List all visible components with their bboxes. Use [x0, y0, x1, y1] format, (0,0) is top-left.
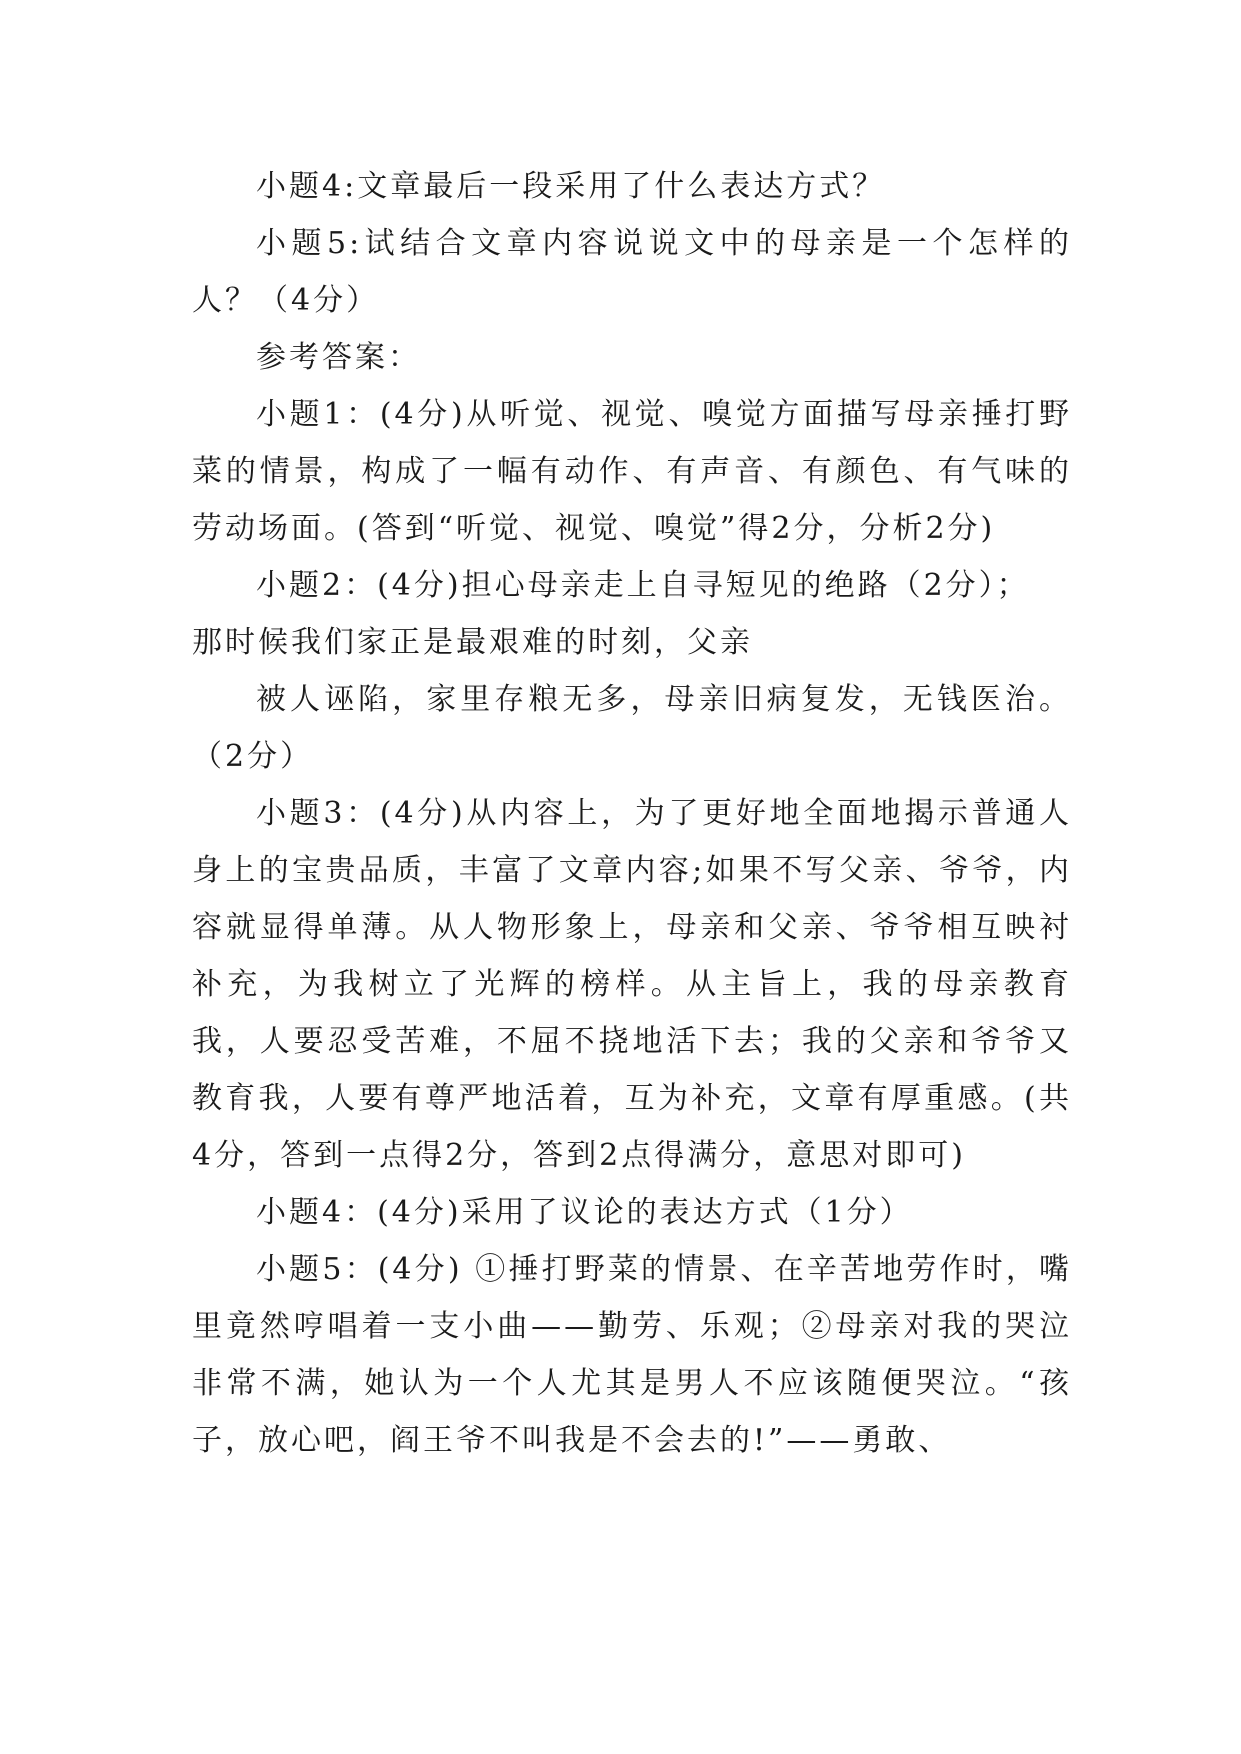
paragraph-answer-3: 小题3：(4分)从内容上，为了更好地全面地揭示普通人身上的宝贵品质，丰富了文章内容;如果不写父亲、爷爷，内容就显得单薄。从人物形象上，母亲和父亲、爷爷相互映衬补充，为我树立了光辉的榜样。从主旨上，我的母亲教育我，人要忍受苦难，不屈不挠地活下去；我的父亲和爷爷又教育我，人要有尊严地活着，互为补充，文章有厚重感。(共4分，答到一点得2分，答到2点得满分，意思对即可) — [192, 796, 1072, 1173]
paragraph-question-5: 小题5:试结合文章内容说说文中的母亲是一个怎样的人？（4分） — [192, 226, 1072, 318]
paragraph-answer-heading: 参考答案： — [256, 340, 421, 375]
document-body — [192, 158, 1072, 1469]
paragraph-answer-1: 小题1：(4分)从听觉、视觉、嗅觉方面描写母亲捶打野菜的情景，构成了一幅有动作、有声音、有颜色、有气味的劳动场面。(答到“听觉、视觉、嗅觉”得2分，分析2分) — [192, 397, 1072, 546]
paragraph-answer-5: 小题5：(4分) ①捶打野菜的情景、在辛苦地劳作时，嘴里竟然哼唱着一支小曲——勤劳、乐观；②母亲对我的哭泣非常不满，她认为一个人尤其是男人不应该随便哭泣。“孩子，放心吧，阎王爷不叫我是不会去的!”——勇敢、 — [192, 1252, 1072, 1458]
paragraph-answer-2: 小题2：(4分)担心母亲走上自寻短见的绝路（2分）； — [256, 568, 1030, 603]
paragraph-answer-4: 小题4：(4分)采用了议论的表达方式（1分） — [256, 1195, 913, 1230]
paragraph-question-4: 小题4:文章最后一段采用了什么表达方式？ — [256, 169, 886, 204]
paragraph-answer-2-continued: 那时候我们家正是最艰难的时刻，父亲 — [192, 625, 753, 660]
paragraph-answer-2-detail: 被人诬陷，家里存粮无多，母亲旧病复发，无钱医治。（2分） — [192, 682, 1072, 774]
